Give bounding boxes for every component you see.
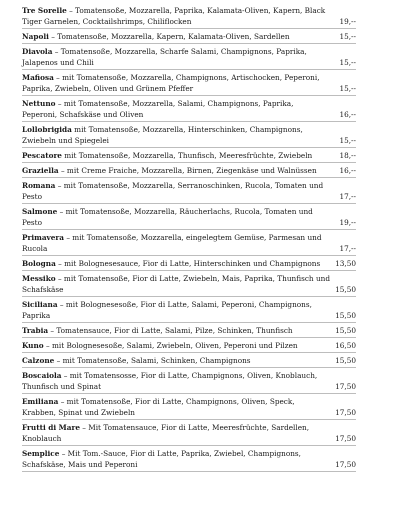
item-description: – mit Tomatensoße, Salami, Schinken, Champignons	[54, 356, 251, 365]
menu-item-romana	[22, 178, 356, 204]
item-description: – Mit Tomatensauce, Fior di Latte, Meeresfrüchte, Sardellen, Knoblauch	[22, 423, 310, 443]
item-description: – mit Bolognesesauce, Fior di Latte, Hinterschinken und Champignons	[55, 259, 321, 268]
item-description: mit Tomatensoße, Mozzarella, Hinterschinken, Champignons, Zwiebeln und Spiegelei	[22, 125, 303, 145]
item-description: – Tomatensoße, Mozzarella, Paprika, Kalamata-Oliven, Kapern, Black Tiger Garnelen, Cocktailshrimps, Chiliflocken	[22, 6, 326, 26]
item-name: Kuno	[22, 341, 44, 350]
item-name: Emiliana	[22, 397, 59, 406]
item-name: Graziella	[22, 166, 59, 175]
item-description: – mit Tomatensoße, Fior di Latte, Champignons, Oliven, Speck, Krabben, Spinat und Zwiebeln	[22, 397, 295, 417]
item-description: – Tomatensauce, Fior di Latte, Salami, Pilze, Schinken, Thunfisch	[48, 326, 293, 335]
item-description: – mit Creme Fraiche, Mozzarella, Birnen, Ziegenkäse und Walnüssen	[58, 166, 317, 175]
item-price: 17,50	[335, 408, 356, 417]
item-price: 15,50	[335, 326, 356, 335]
menu-item-messiko	[22, 271, 356, 297]
menu-item-frutti-di-mare	[22, 420, 356, 446]
item-description: – mit Tomatensoße, Mozzarella, Champignons, Artischocken, Peperoni, Paprika, Zwiebeln, Oliven und Grünem Pfeffer	[22, 73, 320, 93]
item-price: 19,--	[339, 17, 356, 26]
item-description: – mit Bolognesesoße, Fior di Latte, Salami, Peperoni, Champignons, Paprika	[22, 300, 312, 320]
menu-item-mafiosa	[22, 70, 356, 96]
menu-item-calzone	[22, 353, 356, 368]
menu-item-bologna	[22, 256, 356, 271]
item-description: – Mit Tom.-Sauce, Fior di Latte, Paprika, Zwiebel, Champignons, Schafskäse, Mais und Peperoni	[22, 449, 301, 469]
item-price: 17,50	[335, 382, 356, 391]
menu-item-siciliana	[22, 297, 356, 323]
menu-item-pescatore	[22, 148, 356, 163]
item-name: Bologna	[22, 259, 56, 268]
item-name: Lollobrigida	[22, 125, 72, 134]
item-price: 18,--	[339, 151, 356, 160]
item-name: Diavola	[22, 47, 53, 56]
item-price: 15,50	[335, 285, 356, 294]
item-description: – mit Tomatensoße, Fior di Latte, Zwiebeln, Mais, Paprika, Thunfisch und Schafskäse	[22, 274, 331, 294]
menu-item-diavola	[22, 44, 356, 70]
item-name: Frutti di Mare	[22, 423, 80, 432]
item-price: 16,50	[335, 341, 356, 350]
item-price: 17,50	[335, 460, 356, 469]
menu-item-napoli	[22, 29, 356, 44]
menu-item-primavera	[22, 230, 356, 256]
item-description: – mit Tomatensoße, Mozzarella, Serranoschinken, Rucola, Tomaten und Pesto	[22, 181, 324, 201]
item-price: 15,50	[335, 311, 356, 320]
item-price: 15,--	[339, 84, 356, 93]
menu-item-kuno	[22, 338, 356, 353]
item-name: Messiko	[22, 274, 56, 283]
item-price: 13,50	[335, 259, 356, 268]
menu-item-tre-sorelle	[22, 3, 356, 29]
item-description: – Tomatensoße, Mozzarella, Scharfe Salami, Champignons, Paprika, Jalapenos und Chili	[22, 47, 307, 67]
item-name: Semplice	[22, 449, 60, 458]
item-name: Calzone	[22, 356, 55, 365]
item-price: 15,--	[339, 136, 356, 145]
menu-item-nettuno	[22, 96, 356, 122]
item-description: mit Tomatensoße, Mozzarella, Thunfisch, Meeresfrüchte, Zwiebeln	[61, 151, 313, 160]
menu-item-salmone	[22, 204, 356, 230]
item-price: 15,--	[339, 32, 356, 41]
item-description: – mit Tomatensoße, Mozzarella, Räucherlachs, Rucola, Tomaten und Pesto	[22, 207, 313, 227]
item-name: Mafiosa	[22, 73, 54, 82]
item-name: Nettuno	[22, 99, 56, 108]
item-description: – mit Bolognesesoße, Salami, Zwiebeln, Oliven, Peperoni und Pilzen	[43, 341, 298, 350]
item-name: Trabia	[22, 326, 49, 335]
item-description: – mit Tomatensoße, Mozzarella, Salami, Champignons, Paprika, Peperoni, Schafskäse und Oliven	[22, 99, 294, 119]
item-name: Primavera	[22, 233, 65, 242]
menu-item-boscaiola	[22, 368, 356, 394]
item-price: 17,--	[339, 192, 356, 201]
item-name: Salmone	[22, 207, 58, 216]
item-description: – mit Tomatensoße, Mozzarella, eingelegtem Gemüse, Parmesan und Rucola	[22, 233, 322, 253]
item-price: 16,--	[339, 166, 356, 175]
item-price: 16,--	[339, 110, 356, 119]
item-price: 17,50	[335, 434, 356, 443]
item-price: 15,50	[335, 356, 356, 365]
menu-item-emiliana	[22, 394, 356, 420]
item-name: Siciliana	[22, 300, 58, 309]
menu-item-lollobrigida	[22, 122, 356, 148]
item-name: Tre Sorelle	[22, 6, 67, 15]
item-description: – Tomatensoße, Mozzarella, Kapern, Kalamata-Oliven, Sardellen	[48, 32, 290, 41]
item-price: 19,--	[339, 218, 356, 227]
pizza-menu-list	[22, 3, 356, 472]
item-name: Napoli	[22, 32, 49, 41]
menu-item-semplice	[22, 446, 356, 472]
item-description: – mit Tomatensosse, Fior di Latte, Champignons, Oliven, Knoblauch, Thunfisch und Spinat	[22, 371, 318, 391]
item-name: Pescatore	[22, 151, 62, 160]
item-price: 17,--	[339, 244, 356, 253]
item-price: 15,--	[339, 58, 356, 67]
menu-item-trabia	[22, 323, 356, 338]
item-name: Romana	[22, 181, 56, 190]
item-name: Boscaiola	[22, 371, 62, 380]
menu-item-graziella	[22, 163, 356, 178]
